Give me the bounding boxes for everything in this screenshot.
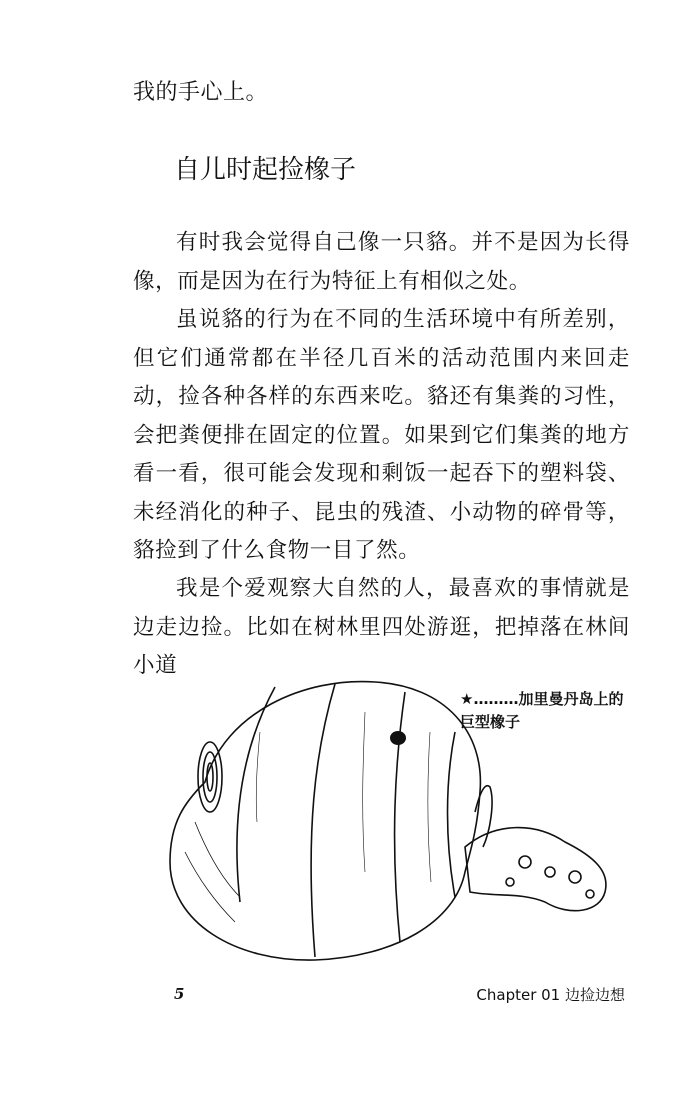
acorn-hole [390,731,406,745]
section-heading: 自儿时起捡橡子 [174,155,357,185]
page-number: 5 [174,985,185,1003]
lead-line: 我的手心上。 [133,80,269,105]
figure-caption: ★………加里曼丹岛上的巨型橡子 [460,690,624,731]
paragraph-1: 有时我会觉得自己像一只貉。并不是因为长得像，而是因为在行为特征上有相似之处。 [133,230,630,294]
paragraph-3: 我是个爱观察大自然的人，最喜欢的事情就是边走边捡。比如在树林里四处游逛，把掉落在林间小道 [133,576,630,678]
paragraph-2: 虽说貉的行为在不同的生活环境中有所差别，但它们通常都在半径几百米的活动范围内来回走动，捡各种各样的东西来吃。貉还有集粪的习性，会把粪便排在固定的位置。如果到它们集粪的地方看一看，很可能会发现和剩饭一起吞下的塑料袋、未经消化的种子、昆虫的残渣、小动物的碎骨等，貉捡到了什么食物一目了然。 [133,307,630,563]
chapter-footer: Chapter 01 边捡边想 [476,986,625,1004]
